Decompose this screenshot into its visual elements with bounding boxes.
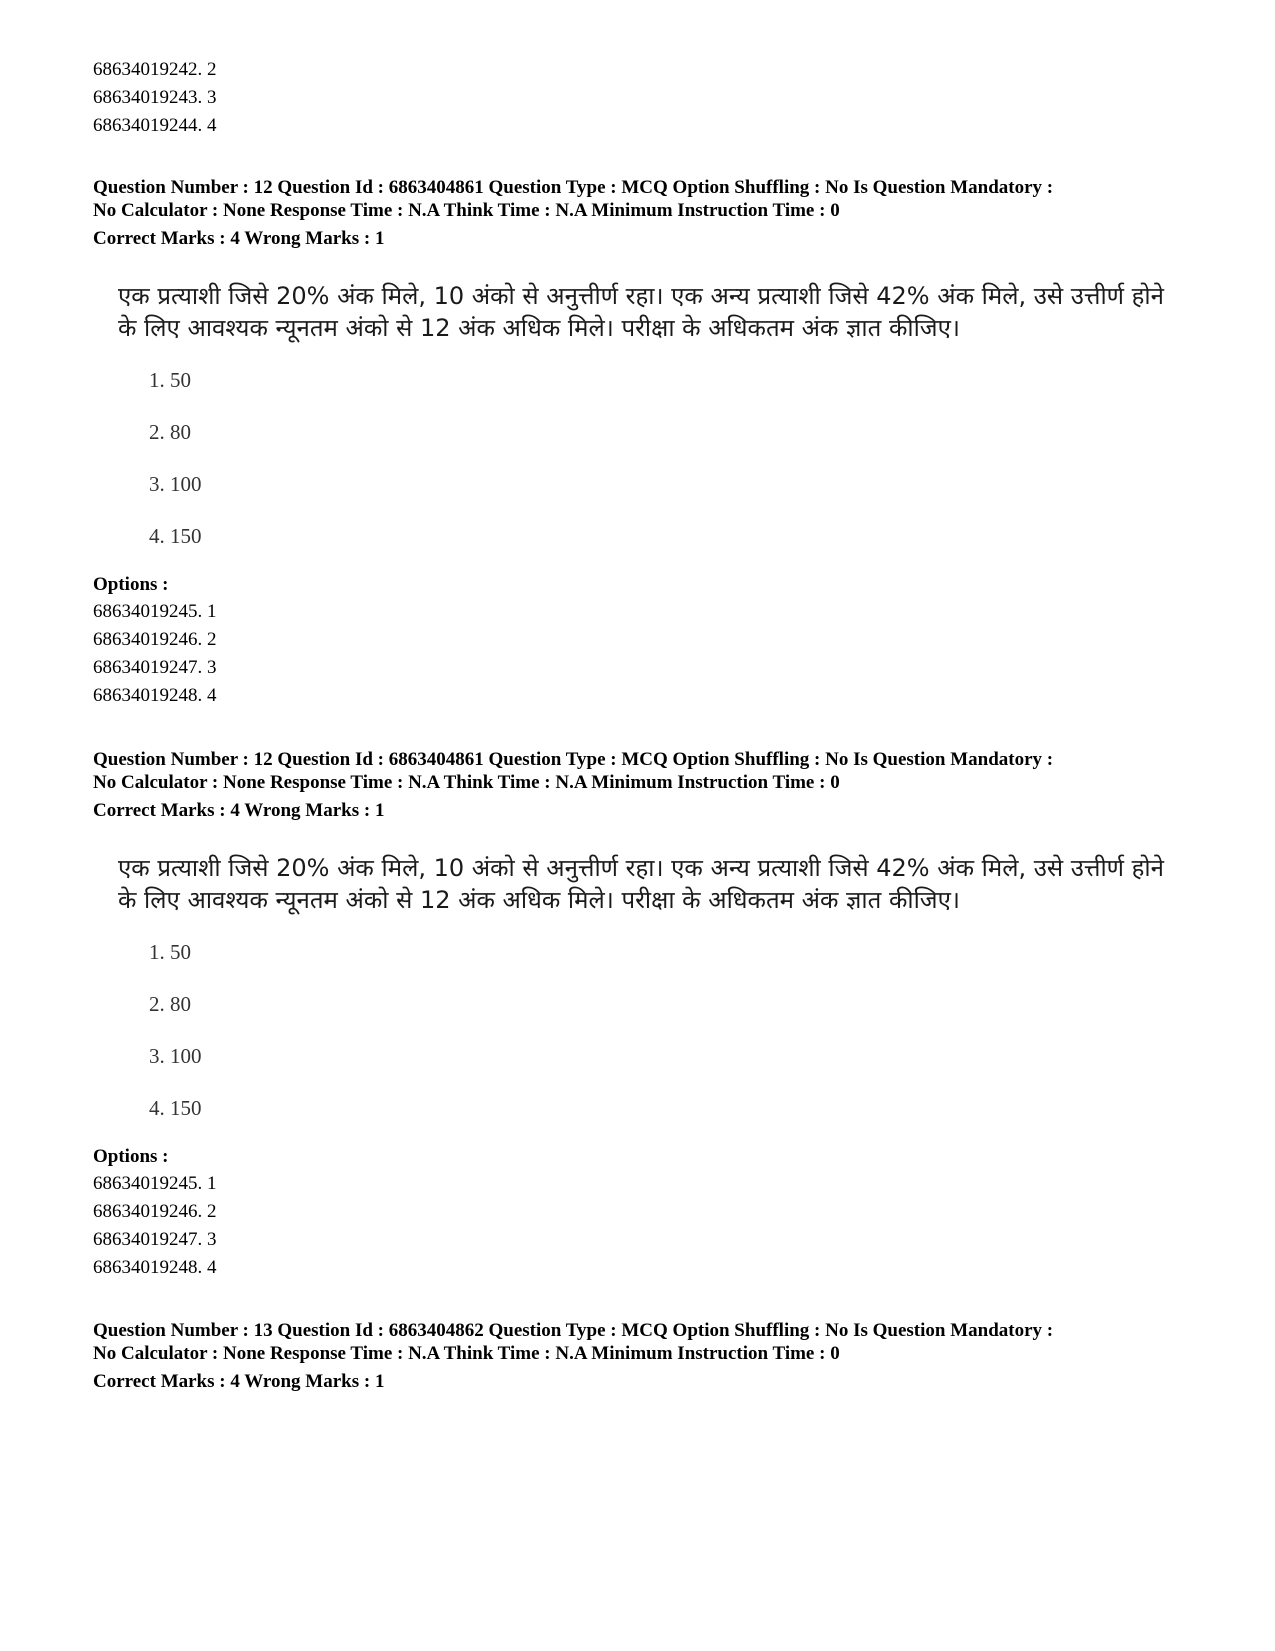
option-line: 68634019246. 2: [93, 629, 217, 650]
option-line: 68634019246. 2: [93, 1201, 217, 1222]
option-line: 68634019243. 3: [93, 87, 217, 108]
answer-choice: 1. 50: [149, 940, 191, 964]
options-label: Options :: [93, 1146, 169, 1167]
options-label: Options :: [93, 574, 169, 595]
answer-choice: 3. 100: [149, 1044, 202, 1068]
question-text: के लिए आवश्यक न्यूनतम अंको से 12 अंक अधिक मिले। परीक्षा के अधिकतम अंक ज्ञात कीजिए।: [118, 314, 960, 342]
question-meta-line: No Calculator : None Response Time : N.A Think Time : N.A Minimum Instruction Time : 0: [93, 1343, 840, 1364]
option-line: 68634019247. 3: [93, 1229, 217, 1250]
answer-choice: 4. 150: [149, 524, 202, 548]
question-meta-line: No Calculator : None Response Time : N.A Think Time : N.A Minimum Instruction Time : 0: [93, 200, 840, 221]
option-line: 68634019248. 4: [93, 685, 217, 706]
answer-choice: 3. 100: [149, 472, 202, 496]
option-line: 68634019245. 1: [93, 1173, 217, 1194]
question-text: के लिए आवश्यक न्यूनतम अंको से 12 अंक अधिक मिले। परीक्षा के अधिकतम अंक ज्ञात कीजिए।: [118, 886, 960, 914]
option-line: 68634019242. 2: [93, 59, 217, 80]
option-line: 68634019248. 4: [93, 1257, 217, 1278]
answer-choice: 1. 50: [149, 368, 191, 392]
option-line: 68634019247. 3: [93, 657, 217, 678]
question-meta-line: No Calculator : None Response Time : N.A Think Time : N.A Minimum Instruction Time : 0: [93, 772, 840, 793]
question-marks: Correct Marks : 4 Wrong Marks : 1: [93, 228, 385, 249]
answer-choice: 2. 80: [149, 992, 191, 1016]
option-line: 68634019244. 4: [93, 115, 217, 136]
option-line: 68634019245. 1: [93, 601, 217, 622]
answer-choice: 2. 80: [149, 420, 191, 444]
question-text: एक प्रत्याशी जिसे 20% अंक मिले, 10 अंको से अनुत्तीर्ण रहा। एक अन्य प्रत्याशी जिसे 42% अंक मिले, उसे उत्तीर्ण होने: [118, 854, 1164, 882]
question-marks: Correct Marks : 4 Wrong Marks : 1: [93, 1371, 385, 1392]
question-meta-line: Question Number : 12 Question Id : 6863404861 Question Type : MCQ Option Shuffling : No Is Question Mandatory :: [93, 749, 1054, 770]
question-marks: Correct Marks : 4 Wrong Marks : 1: [93, 800, 385, 821]
answer-choice: 4. 150: [149, 1096, 202, 1120]
question-text: एक प्रत्याशी जिसे 20% अंक मिले, 10 अंको से अनुत्तीर्ण रहा। एक अन्य प्रत्याशी जिसे 42% अंक मिले, उसे उत्तीर्ण होने: [118, 282, 1164, 310]
question-meta-line: Question Number : 12 Question Id : 6863404861 Question Type : MCQ Option Shuffling : No Is Question Mandatory :: [93, 177, 1054, 198]
question-meta-line: Question Number : 13 Question Id : 6863404862 Question Type : MCQ Option Shuffling : No Is Question Mandatory :: [93, 1320, 1054, 1341]
